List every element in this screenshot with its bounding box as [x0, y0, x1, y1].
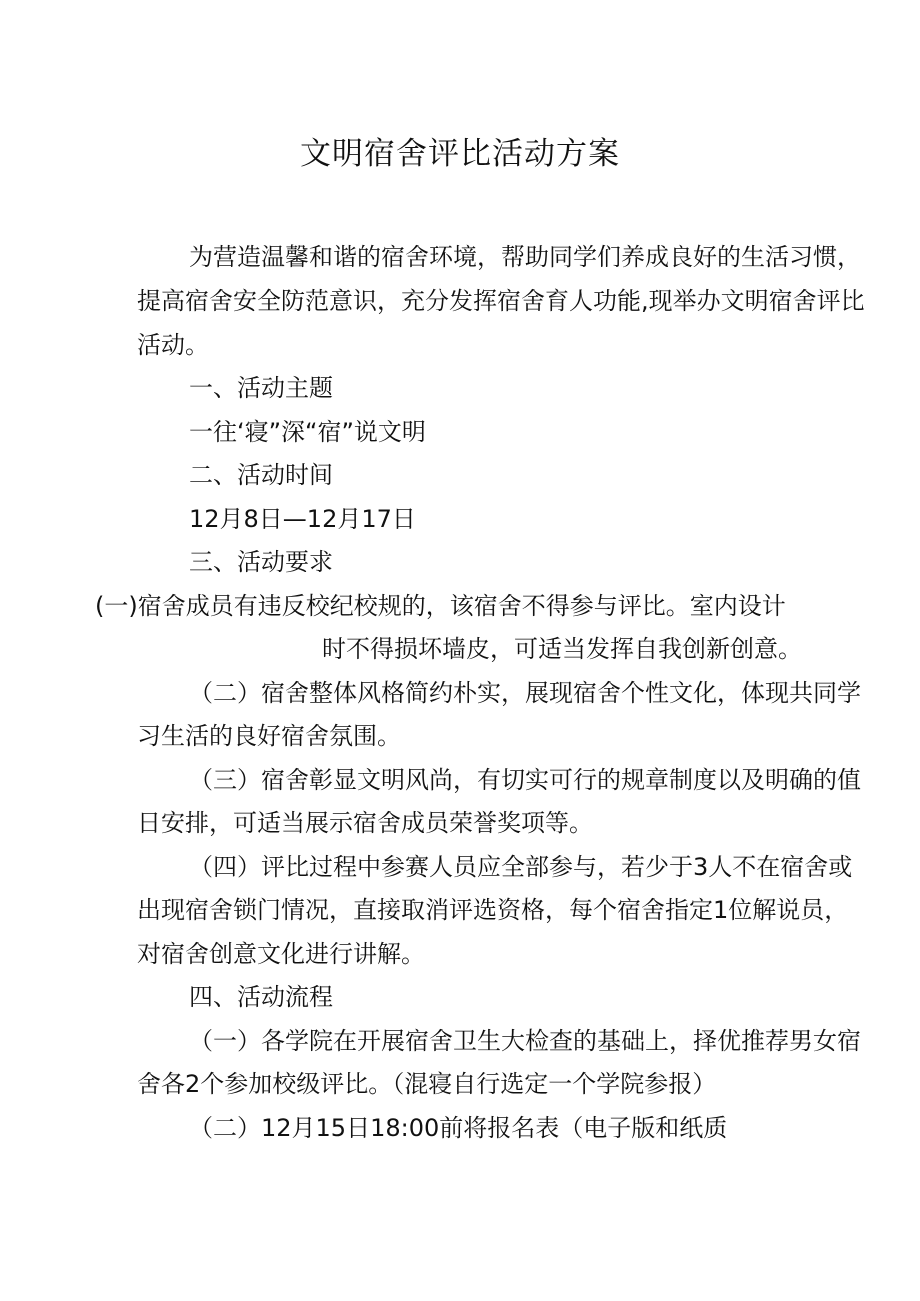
- time-text: 12月8日—12月17日: [189, 505, 416, 533]
- requirement-4-line-3: 对宿舍创意文化进行讲解。: [137, 940, 425, 968]
- intro-line-1: 为营造温馨和谐的宿舍环境，帮助同学们养成良好的生活习惯，: [189, 243, 861, 271]
- requirement-2-line-2: 习生活的良好宿舍氛围。: [137, 722, 401, 750]
- requirement-3-line-1: （三）宿舍彰显文明风尚，有切实可行的规章制度以及明确的值: [189, 766, 861, 794]
- theme-text: 一往‘寝”深“宿”说文明: [189, 418, 426, 446]
- section-heading-time: 二、活动时间: [189, 461, 333, 489]
- requirement-1-line-1: (一)宿舍成员有违反校纪校规的，该宿舍不得参与评比。室内设计: [95, 592, 786, 620]
- process-1-line-1: （一）各学院在开展宿舍卫生大检查的基础上，择优推荐男女宿: [189, 1027, 861, 1055]
- requirement-2-line-1: （二）宿舍整体风格简约朴实，展现宿舍个性文化，体现共同学: [189, 679, 861, 707]
- document-title: 文明宿舍评比活动方案: [300, 136, 620, 172]
- section-heading-requirements: 三、活动要求: [189, 548, 333, 576]
- requirement-4-line-2: 出现宿舍锁门情况，直接取消评选资格，每个宿舍指定1位解说员，: [137, 896, 849, 924]
- requirement-4-line-1: （四）评比过程中参赛人员应全部参与，若少于3人不在宿舍或: [189, 853, 853, 881]
- requirement-1-line-2: 时不得损坏墙皮，可适当发挥自我创新创意。: [322, 635, 802, 663]
- intro-line-3: 活动。: [137, 331, 209, 359]
- process-2-line-1: （二）12月15日18:00前将报名表（电子版和纸质: [189, 1114, 728, 1142]
- process-1-line-2: 舍各2个参加校级评比。（混寝自行选定一个学院参报）: [137, 1070, 717, 1098]
- requirement-3-line-2: 日安排，可适当展示宿舍成员荣誉奖项等。: [137, 809, 593, 837]
- section-heading-process: 四、活动流程: [189, 983, 333, 1011]
- intro-line-2: 提高宿舍安全防范意识，充分发挥宿舍育人功能,现举办文明宿舍评比: [137, 287, 865, 315]
- section-heading-theme: 一、活动主题: [189, 374, 333, 402]
